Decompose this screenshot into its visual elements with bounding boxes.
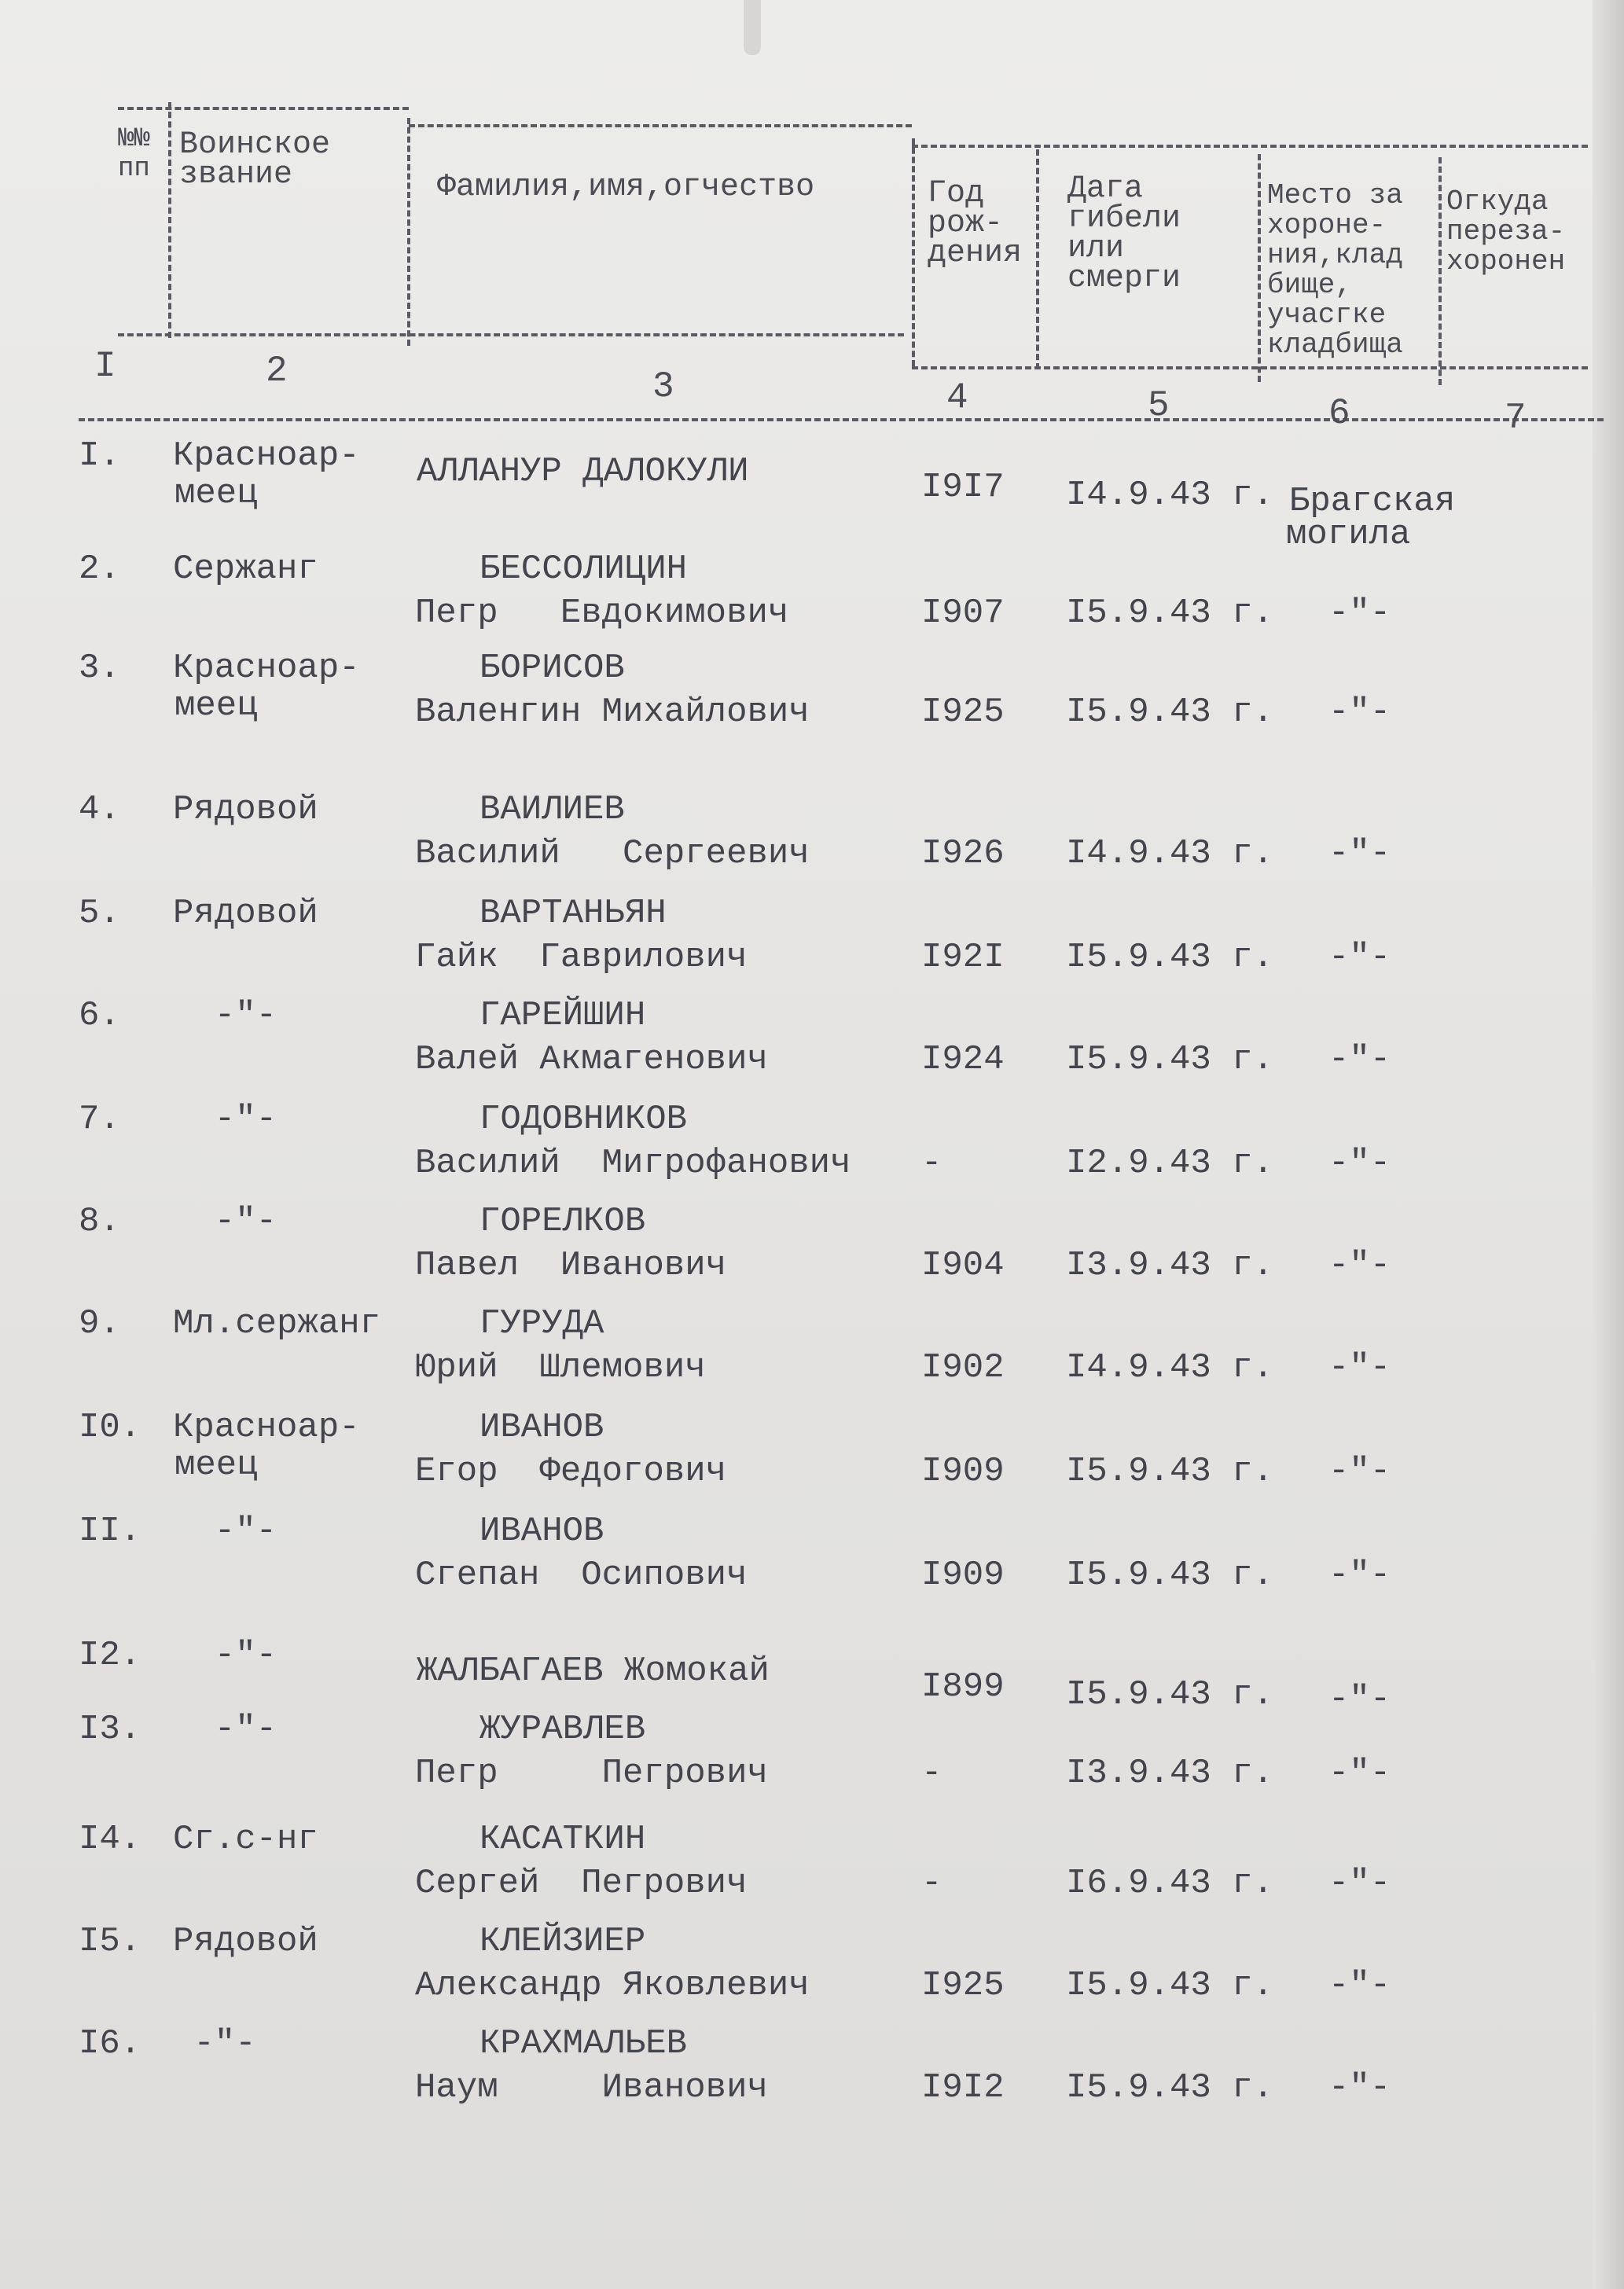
header-divider-1: [168, 102, 171, 338]
rank-cell: -"-: [173, 1636, 277, 1675]
death-date-cell: I3.9.43 г.: [1066, 1754, 1274, 1793]
table-row: [0, 895, 1624, 997]
rank-cell-continued: меец: [175, 686, 258, 726]
column-numbers-rule: [79, 418, 1604, 421]
full-name-cell: АЛЛАНУР ДАЛОКУЛИ: [417, 452, 749, 491]
row-number: 7.: [79, 1100, 120, 1139]
death-date-cell: I5.9.43 г.: [1066, 938, 1274, 977]
table-row: [0, 1821, 1624, 1923]
given-name-cell: Василий Мигрофанович: [415, 1144, 851, 1183]
table-row: [0, 997, 1624, 1099]
column-number-2: 2: [266, 351, 288, 391]
burial-place-cell: -"-: [1328, 1556, 1391, 1595]
row-number: I5.: [79, 1922, 141, 1961]
header-top-rule-2: [409, 124, 912, 127]
death-date-cell: I5.9.43 г.: [1066, 1966, 1274, 2005]
row-number: I3.: [79, 1710, 141, 1749]
row-number: 5.: [79, 894, 120, 933]
birth-year-cell: I904: [921, 1246, 1005, 1285]
burial-place-cell: -"-: [1328, 1754, 1391, 1793]
header-bottom-rule: [118, 333, 904, 336]
rank-cell: Рядовой: [173, 1922, 318, 1961]
row-number: 3.: [79, 648, 120, 688]
birth-year-cell: I902: [921, 1348, 1005, 1387]
birth-year-cell: -: [921, 1754, 942, 1793]
birth-year-cell: I907: [921, 593, 1005, 633]
surname-cell: ГУРУДА: [479, 1304, 604, 1343]
surname-cell: ВАИЛИЕВ: [479, 790, 625, 829]
given-name-cell: Пегр Пегрович: [415, 1754, 768, 1793]
rank-cell: -"-: [173, 2024, 256, 2063]
surname-cell: ЖУРАВЛЕВ: [479, 1710, 646, 1749]
given-name-cell: Павел Иванович: [415, 1246, 727, 1285]
burial-place-cell: -"-: [1328, 1864, 1391, 1903]
table-row: [0, 436, 1624, 554]
rank-cell: Сг.с-нг: [173, 1820, 318, 1859]
header-col4: Год рож- дения: [928, 176, 1023, 271]
row-number: I.: [79, 436, 120, 476]
rank-cell-continued: меец: [175, 1446, 258, 1485]
burial-place-cell-continued: могила: [1286, 515, 1411, 554]
birth-year-cell: I909: [921, 1556, 1005, 1595]
table-row: [0, 1923, 1624, 2025]
header-col3: Фамилия,имя,огчество: [437, 170, 815, 205]
column-number-3: 3: [652, 366, 674, 407]
birth-year-cell: I909: [921, 1452, 1005, 1491]
rank-cell: Красноар-: [173, 648, 360, 688]
birth-year-cell: I926: [921, 834, 1005, 873]
given-name-cell: Наум Иванович: [415, 2068, 768, 2107]
birth-year-cell: I925: [921, 693, 1005, 732]
given-name-cell: Василий Сергеевич: [415, 834, 810, 873]
row-number: 6.: [79, 996, 120, 1035]
table-row: [0, 791, 1624, 893]
death-date-cell: I3.9.43 г.: [1066, 1246, 1274, 1285]
row-number: I2.: [79, 1636, 141, 1675]
row-number: 4.: [79, 790, 120, 829]
burial-place-cell: -"-: [1328, 1144, 1391, 1183]
rank-cell: Рядовой: [173, 894, 318, 933]
burial-place-cell: -"-: [1328, 693, 1391, 732]
death-date-cell: I5.9.43 г.: [1066, 1556, 1274, 1595]
surname-cell: БЕССОЛИЦИН: [479, 549, 688, 589]
row-number: I6.: [79, 2024, 141, 2063]
birth-year-cell: -: [921, 1144, 942, 1183]
surname-cell: ГАРЕЙШИН: [479, 996, 646, 1035]
rank-cell: -"-: [173, 1100, 277, 1139]
table-row: [0, 1512, 1624, 1615]
surname-cell: ИВАНОВ: [479, 1512, 604, 1551]
given-name-cell: Гайк Гаврилович: [415, 938, 748, 977]
surname-cell: ВАРТАНЬЯН: [479, 894, 667, 933]
header-col1: №№ пп: [118, 124, 150, 184]
death-date-cell: I4.9.43 г.: [1066, 1348, 1274, 1387]
birth-year-cell: I925: [921, 1966, 1005, 2005]
death-date-cell: I6.9.43 г.: [1066, 1864, 1274, 1903]
given-name-cell: Пегр Евдокимович: [415, 593, 789, 633]
column-number-5: 5: [1148, 385, 1170, 426]
rank-cell: Рядовой: [173, 790, 318, 829]
birth-year-cell: I899: [921, 1667, 1005, 1707]
death-date-cell: I4.9.43 г.: [1066, 476, 1274, 515]
birth-year-cell: I92I: [921, 938, 1005, 977]
burial-place-cell: Брагская: [1289, 482, 1456, 521]
header-bottom-rule-right: [912, 366, 1588, 369]
death-date-cell: I5.9.43 г.: [1066, 1040, 1274, 1079]
given-name-cell: Валей Акмагенович: [415, 1040, 768, 1079]
burial-place-cell: -"-: [1328, 1966, 1391, 2005]
surname-cell: ГОДОВНИКОВ: [479, 1100, 688, 1139]
birth-year-cell: I924: [921, 1040, 1005, 1079]
rank-cell: Красноар-: [173, 1408, 360, 1447]
given-name-cell: Валенгин Михайлович: [415, 693, 810, 732]
death-date-cell: I5.9.43 г.: [1066, 693, 1274, 732]
rank-cell: Мл.сержанг: [173, 1304, 381, 1343]
header-divider-2: [407, 118, 410, 346]
column-number-7: 7: [1505, 398, 1527, 439]
burial-place-cell: -"-: [1328, 1452, 1391, 1491]
surname-cell: БОРИСОВ: [479, 648, 625, 688]
table-row: [0, 1305, 1624, 1407]
burial-place-cell: -"-: [1328, 2068, 1391, 2107]
row-number: I0.: [79, 1408, 141, 1447]
surname-cell: ГОРЕЛКОВ: [479, 1202, 646, 1241]
rank-cell: Красноар-: [173, 436, 360, 476]
surname-cell: ИВАНОВ: [479, 1408, 604, 1447]
table-row: [0, 649, 1624, 751]
row-number: 2.: [79, 549, 120, 589]
birth-year-cell: I9I7: [921, 468, 1005, 507]
burial-place-cell: -"-: [1328, 593, 1391, 633]
row-number: II.: [79, 1512, 141, 1551]
rank-cell: -"-: [173, 996, 277, 1035]
paper-notch: [744, 0, 761, 55]
burial-place-cell: -"-: [1328, 938, 1391, 977]
surname-cell: КРАХМАЛЬЕВ: [479, 2024, 688, 2063]
birth-year-cell: I9I2: [921, 2068, 1005, 2107]
burial-place-cell: -"-: [1328, 834, 1391, 873]
given-name-cell: Сгепан Осипович: [415, 1556, 748, 1595]
column-number-4: 4: [946, 377, 968, 418]
rank-cell-continued: меец: [175, 474, 258, 513]
header-col2: Воинское звание: [179, 127, 331, 193]
rank-cell: -"-: [173, 1202, 277, 1241]
rank-cell: -"-: [173, 1512, 277, 1551]
surname-cell: КАСАТКИН: [479, 1820, 646, 1859]
row-number: 9.: [79, 1304, 120, 1343]
header-col5: Дага гибели или смерги: [1067, 171, 1181, 296]
given-name-cell: Александр Яковлевич: [415, 1966, 810, 2005]
death-date-cell: I5.9.43 г.: [1066, 2068, 1274, 2107]
header-divider-4: [1036, 149, 1039, 369]
surname-cell: КЛЕЙЗИЕР: [479, 1922, 646, 1961]
header-top-rule: [118, 107, 409, 110]
table-row: [0, 2025, 1624, 2127]
column-number-1: I: [94, 346, 116, 387]
death-date-cell: I5.9.43 г.: [1066, 593, 1274, 633]
burial-place-cell: -"-: [1328, 1246, 1391, 1285]
burial-place-cell: -"-: [1328, 1348, 1391, 1387]
given-name-cell: Сергей Пегрович: [415, 1864, 748, 1903]
death-date-cell: I2.9.43 г.: [1066, 1144, 1274, 1183]
burial-place-cell: -"-: [1328, 1040, 1391, 1079]
row-number: I4.: [79, 1820, 141, 1859]
death-date-cell: I5.9.43 г.: [1066, 1452, 1274, 1491]
death-date-cell: I4.9.43 г.: [1066, 834, 1274, 873]
header-divider-3: [912, 138, 915, 366]
rank-cell: -"-: [173, 1710, 277, 1749]
row-number: 8.: [79, 1202, 120, 1241]
given-name-cell: Юрий Шлемович: [415, 1348, 706, 1387]
header-col6: Место за хороне- ния,клад бище, учасгке кладбища: [1267, 179, 1403, 361]
burial-place-cell: -"-: [1328, 1680, 1391, 1719]
header-col7: Огкуда переза- хоронен: [1446, 186, 1566, 277]
birth-year-cell: -: [921, 1864, 942, 1903]
full-name-cell: ЖАЛБАГАЕВ Жомокай: [417, 1652, 770, 1691]
table-row: [0, 1409, 1624, 1511]
header-divider-5: [1258, 154, 1261, 382]
table-row: [0, 550, 1624, 652]
header-divider-6: [1438, 157, 1442, 385]
death-date-cell: I5.9.43 г.: [1066, 1675, 1274, 1714]
column-number-6: 6: [1328, 393, 1350, 434]
header-top-rule-3: [912, 145, 1588, 148]
table-row: [0, 1203, 1624, 1305]
given-name-cell: Егор Федогович: [415, 1452, 727, 1491]
rank-cell: Сержанг: [173, 549, 318, 589]
table-row: [0, 1100, 1624, 1203]
table-row: [0, 1710, 1624, 1813]
